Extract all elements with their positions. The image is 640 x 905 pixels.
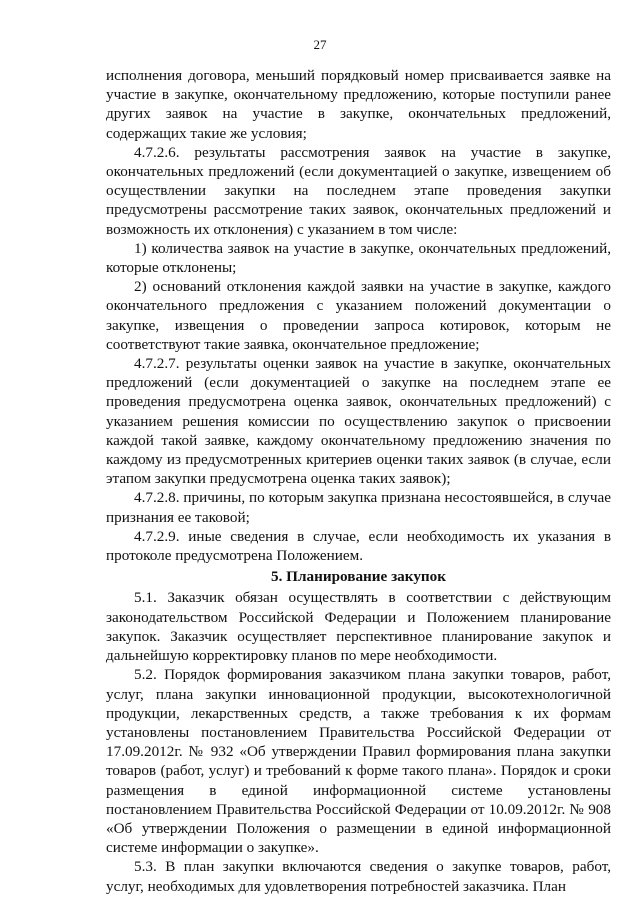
paragraph-item-2: 2) оснований отклонения каждой заявки на участие в закупке, каждого окончательного предложения с указанием положений документации о закупке, извещения о проведении запроса котировок, которым не соответствуют такие заявка, окончательное предложение; xyxy=(106,278,611,353)
paragraph-4-7-2-7: 4.7.2.7. результаты оценки заявок на участие в закупке, окончательных предложений (если документацией о закупке на последнем этапе ее проведения предусмотрена оценка заявок, окончательных предложений) с указанием решения комиссии по осуществлению закупок о присвоении каждой такой заявке, каждому окончательному предложению значения по каждому из предусмотренных критериев оценки таких заявок (в случае, если этапом закупки предусмотрена оценка таких заявок); xyxy=(106,355,611,488)
paragraph-continuation: исполнения договора, меньший порядковый номер присваивается заявке на участие в закупке, окончательному предложению, которые поступили ранее других заявок на участие в закупке, окончательных предложений, содержащих такие же условия; xyxy=(106,67,611,142)
document-body xyxy=(106,66,611,896)
paragraph-4-7-2-6: 4.7.2.6. результаты рассмотрения заявок на участие в закупке, окончательных предложений (если документацией о закупке, извещением об осуществлении закупки на последнем этапе проведения закупки предусмотрены рассмотрение таких заявок, окончательных предложений и возможность их отклонения) с указанием в том числе: xyxy=(106,143,611,238)
paragraph-item-1: 1) количества заявок на участие в закупке, окончательных предложений, которые отклонены; xyxy=(106,239,611,277)
paragraph-4-7-2-9: 4.7.2.9. иные сведения в случае, если необходимость их указания в протоколе предусмотрена Положением. xyxy=(106,527,611,565)
paragraph-5-1: 5.1. Заказчик обязан осуществлять в соответствии с действующим законодательством Российской Федерации и Положением планирование закупок. Заказчик осуществляет перспективное планирование закупок и дальнейшую корректировку планов по мере необходимости. xyxy=(106,589,611,665)
paragraph-4-7-2-8: 4.7.2.8. причины, по которым закупка признана несостоявшейся, в случае признания ее таковой; xyxy=(106,489,611,526)
paragraph-5-2: 5.2. Порядок формирования заказчиком плана закупки товаров, работ, услуг, плана закупки инновационной продукции, высокотехнологичной продукции, лекарственных средств, а также требования к их формам установлены постановлением Правительства Российской Федерации от 17.09.2012г. № 932 «Об утверждении Правил формирования плана закупки товаров (работ, услуг) и требований к форме такого плана». Порядок и сроки размещения в единой информационной системе установлены постановлением Правительства Российской Федерации от 10.09.2012г. № 908 «Об утверждении Положения о размещении в единой информационной системе информации о закупке». xyxy=(106,666,611,857)
page-number: 27 xyxy=(313,37,327,52)
section-heading: 5. Планирование закупок xyxy=(270,568,447,586)
paragraph-5-3: 5.3. В план закупки включаются сведения о закупке товаров, работ, услуг, необходимых для удовлетворения потребностей заказчика. План xyxy=(106,858,611,895)
